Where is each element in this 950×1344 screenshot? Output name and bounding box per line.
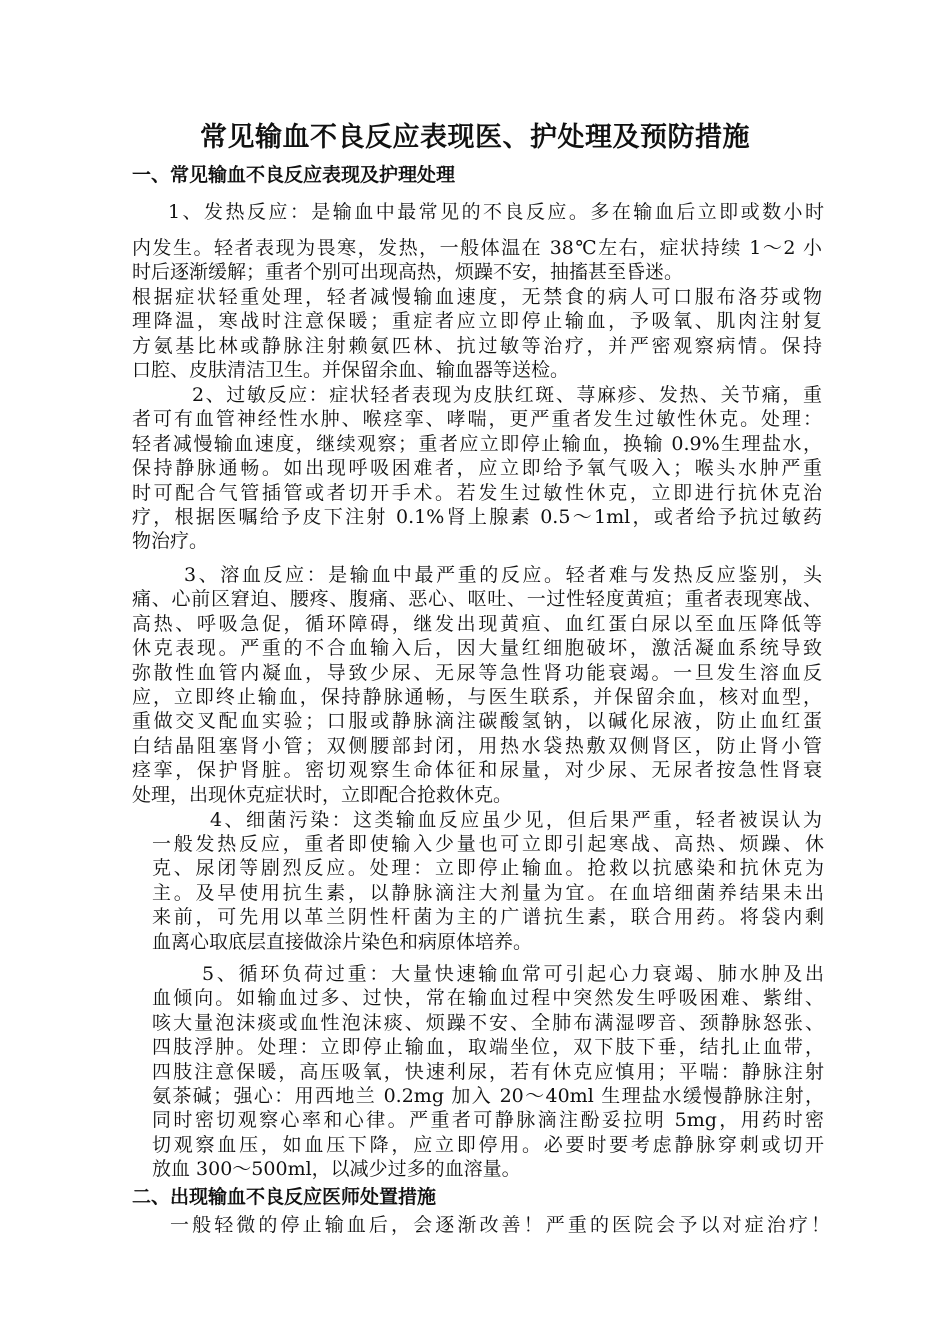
text-line: 理降温，寒战时注意保暖；重症者应立即停止输血，予吸氧、肌肉注射复 bbox=[132, 310, 822, 333]
section-heading-1: 一、常见输血不良反应表现及护理处理 bbox=[132, 164, 456, 186]
text-line: 切观察血压，如血压下降，应立即停用。必要时要考虑静脉穿刺或切开 bbox=[152, 1133, 824, 1156]
text-line: 痉挛，保护肾脏。密切观察生命体征和尿量，对少尿、无尿者按急性肾衰 bbox=[132, 759, 822, 782]
text-line: 2、过敏反应：症状轻者表现为皮肤红斑、荨麻疹、发热、关节痛，重 bbox=[192, 384, 822, 406]
paragraph-fever-body bbox=[132, 236, 822, 382]
text-line: 主。及早使用抗生素，以静脉滴注大剂量为宜。在血培细菌养结果未出 bbox=[152, 881, 824, 904]
text-line: 休克表现。严重的不合血输入后，因大量红细胞破坏，激活凝血系统导致 bbox=[132, 637, 822, 660]
text-line: 一般发热反应，重者即使输入少量也可立即引起寒战、高热、烦躁、休 bbox=[152, 833, 824, 855]
text-line: 时后逐渐缓解；重者个别可出现高热，烦躁不安，抽搐甚至昏迷。 bbox=[132, 261, 684, 284]
paragraph-bacterial-body bbox=[152, 832, 824, 954]
text-line: 时可配合气管插管或者切开手术。若发生过敏性休克，立即进行抗休克治 bbox=[132, 481, 822, 504]
paragraph-circulatory bbox=[152, 962, 824, 1182]
text-line: 内发生。轻者表现为畏寒，发热，一般体温在 38℃左右，症状持续 1～2 小 bbox=[132, 237, 822, 259]
text-line: 口腔、皮肤清洁卫生。并保留余血、输血器等送检。 bbox=[132, 359, 570, 382]
text-line: 放血 300～500ml，以减少过多的血溶量。 bbox=[152, 1158, 521, 1181]
text-line: 一般轻微的停止输血后，会逐渐改善！严重的医院会予以对症治疗！ bbox=[170, 1214, 830, 1236]
section-heading-2: 二、出现输血不良反应医师处置措施 bbox=[132, 1186, 437, 1208]
text-line: 方氨基比林或静脉注射赖氨匹林、抗过敏等治疗，并严密观察病情。保持 bbox=[132, 334, 822, 357]
text-line: 疗，根据医嘱给予皮下注射 0.1%肾上腺素 0.5～1ml，或者给予抗过敏药 bbox=[132, 506, 822, 529]
paragraph-bacterial-first bbox=[210, 808, 822, 832]
paragraph-physician-measures bbox=[170, 1213, 830, 1237]
text-line: 根据症状轻重处理，轻者减慢输血速度，无禁食的病人可口服布洛芬或物 bbox=[132, 285, 822, 308]
text-line: 1、发热反应：是输血中最常见的不良反应。多在输血后立即或数小时 bbox=[168, 201, 824, 223]
text-line: 处理，出现休克症状时，立即配合抢救休克。 bbox=[132, 783, 513, 806]
paragraph-allergic bbox=[132, 383, 822, 554]
text-line: 氨茶碱；强心：用西地兰 0.2mg 加入 20～40ml 生理盐水缓慢静脉注射， bbox=[152, 1085, 824, 1108]
text-line: 应，立即终止输血，保持静脉通畅，与医生联系，并保留余血，核对血型， bbox=[132, 686, 822, 709]
text-line: 克、尿闭等剧烈反应。处理：立即停止输血。抢救以抗感染和抗休克为 bbox=[152, 857, 824, 880]
text-line: 血倾向。如输血过多、过快，常在输血过程中突然发生呼吸困难、紫绀、 bbox=[152, 987, 824, 1010]
text-line: 重做交叉配血实验；口服或静脉滴注碳酸氢钠，以碱化尿液，防止血红蛋 bbox=[132, 710, 822, 733]
text-line: 弥散性血管内凝血，导致少尿、无尿等急性肾功能衰竭。一旦发生溶血反 bbox=[132, 661, 822, 684]
document-title: 常见输血不良反应表现医、护处理及预防措施 bbox=[200, 122, 750, 153]
text-line: 3、溶血反应：是输血中最严重的反应。轻者难与发热反应鉴别，头 bbox=[184, 564, 822, 586]
text-line: 5、循环负荷过重：大量快速输血常可引起心力衰竭、肺水肿及出 bbox=[202, 963, 824, 985]
text-line: 保持静脉通畅。如出现呼吸困难者，应立即给予氧气吸入；喉头水肿严重 bbox=[132, 457, 822, 480]
paragraph-fever-first bbox=[168, 200, 824, 224]
text-line: 白结晶阻塞肾小管；双侧腰部封闭，用热水袋热敷双侧肾区，防止肾小管 bbox=[132, 734, 822, 757]
text-line: 咳大量泡沫痰或血性泡沫痰、烦躁不安、全肺布满湿啰音、颈静脉怒张、 bbox=[152, 1011, 824, 1034]
text-line: 痛、心前区窘迫、腰疼、腹痛、恶心、呕吐、一过性轻度黄疸；重者表现寒战、 bbox=[132, 588, 822, 611]
text-line: 同时密切观察心率和心律。严重者可静脉滴注酚妥拉明 5mg，用药时密 bbox=[152, 1109, 824, 1132]
text-line: 来前，可先用以革兰阴性杆菌为主的广谱抗生素，联合用药。将袋内剩 bbox=[152, 906, 824, 929]
text-line: 者可有血管神经性水肿、喉痉挛、哮喘，更严重者发生过敏性休克。处理： bbox=[132, 408, 822, 431]
text-line: 血离心取底层直接做涂片染色和病原体培养。 bbox=[152, 930, 533, 953]
text-line: 轻者减慢输血速度，继续观察；重者应立即停止输血，换输 0.9%生理盐水， bbox=[132, 432, 822, 455]
text-line: 四肢注意保暖，高压吸氧，快速利尿，若有休克应慎用；平喘：静脉注射 bbox=[152, 1060, 824, 1083]
text-line: 四肢浮肿。处理：立即停止输血，取端坐位，双下肢下垂，结扎止血带， bbox=[152, 1036, 824, 1059]
text-line: 物治疗。 bbox=[132, 530, 209, 553]
paragraph-hemolytic bbox=[132, 563, 822, 807]
text-line: 4、细菌污染：这类输血反应虽少见，但后果严重，轻者被误认为 bbox=[210, 809, 822, 831]
text-line: 高热、呼吸急促，循环障碍，继发出现黄疸、血红蛋白尿以至血压降低等 bbox=[132, 612, 822, 635]
